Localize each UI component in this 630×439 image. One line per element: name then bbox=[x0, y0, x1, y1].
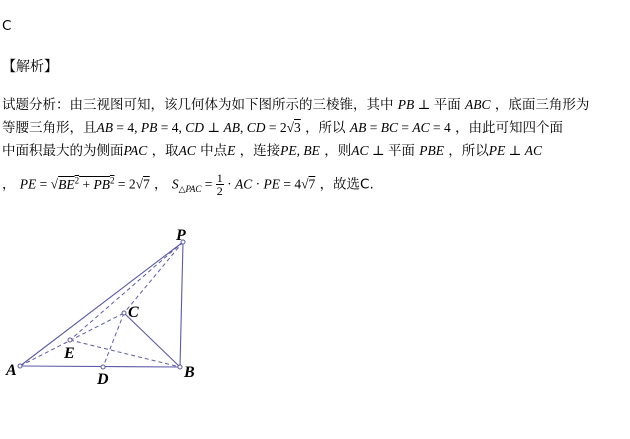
segment-CD bbox=[103, 313, 124, 367]
point-D bbox=[101, 365, 105, 369]
edge-CB bbox=[124, 313, 180, 367]
analysis-text: 中面积最大的为侧面 bbox=[2, 143, 124, 159]
label-B: B bbox=[184, 364, 195, 381]
analysis-text: ，所以 bbox=[305, 120, 346, 136]
answer-choice: C bbox=[2, 18, 12, 34]
edge-PA bbox=[20, 242, 183, 366]
pyramid-figure bbox=[0, 220, 230, 400]
edge-PB bbox=[180, 242, 183, 367]
segment-BE bbox=[70, 340, 180, 367]
analysis-line-3: 中面积最大的为侧面PAC ，取AC 中点E ，连接PE, BE ，则AC ⊥ 平面 PBE ，所以PE ⊥ AC bbox=[2, 143, 542, 159]
label-P: P bbox=[176, 227, 186, 244]
math-expression: AB bbox=[349, 120, 367, 135]
edge-AB bbox=[20, 366, 180, 367]
solution-heading: 【解析】 bbox=[2, 59, 58, 75]
analysis-text: ，由此可知四个面 bbox=[455, 120, 564, 136]
math-expression: PB bbox=[397, 97, 415, 112]
math-expression: PE bbox=[19, 176, 37, 192]
face-label: PAC bbox=[123, 143, 148, 158]
point-E bbox=[68, 338, 72, 342]
vertex-A bbox=[18, 364, 22, 368]
analysis-text: ，底面三角形为 bbox=[494, 97, 590, 113]
edge-PC-hidden bbox=[124, 242, 183, 313]
math-expression: AB bbox=[96, 120, 113, 135]
analysis-line-2: 等腰三角形，且AB = 4, PB = 4, CD ⊥ AB, CD = 2√3 ，所以 AB = BC = AC = 4 ，由此可知四个面 bbox=[2, 120, 564, 136]
analysis-text: 试题分析：由三视图可知，该几何体为如下图所示的三棱锥，其中 bbox=[2, 97, 394, 113]
area-formula: S bbox=[171, 176, 179, 192]
label-E: E bbox=[64, 345, 75, 362]
vertex-C bbox=[122, 311, 126, 315]
segment-PE bbox=[70, 242, 183, 340]
label-C: C bbox=[128, 304, 139, 321]
label-D: D bbox=[97, 371, 109, 388]
analysis-text: 等腰三角形，且 bbox=[2, 120, 97, 136]
analysis-line-1: 试题分析：由三视图可知，该几何体为如下图所示的三棱锥，其中 PB ⊥ 平面 ABC ，底面三角形为 bbox=[2, 97, 590, 113]
analysis-line-4: ， PE = $√BE^2 + PB^2 = 2√7$ ， $S_{\triangle PAC}$ = $\frac{1}{2}$ · AC · PE = 4√7 ，故选C. bbox=[2, 171, 374, 198]
label-A: A bbox=[6, 362, 17, 379]
vertex-B bbox=[178, 365, 182, 369]
